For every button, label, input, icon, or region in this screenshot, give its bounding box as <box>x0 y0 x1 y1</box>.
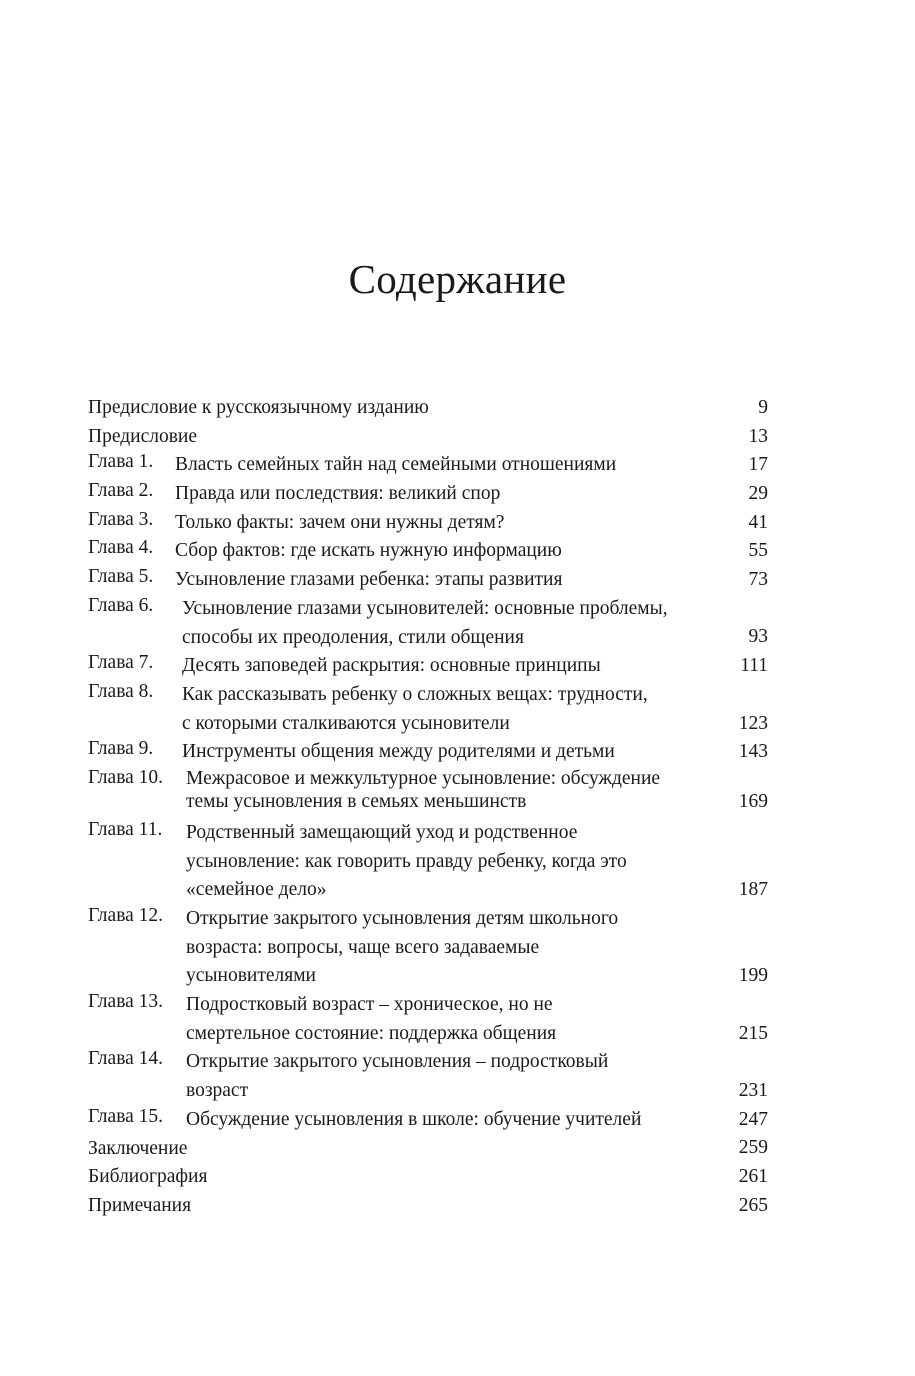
toc-entry[interactable] <box>88 451 768 480</box>
toc-entry[interactable] <box>88 480 768 509</box>
entry-title-line: Открытие закрытого усыновления детям школьного <box>186 908 619 929</box>
page-number: 259 <box>738 1137 768 1159</box>
entry-title-line: Библиография <box>88 1166 208 1188</box>
page-number: 215 <box>738 1022 768 1044</box>
toc-entry[interactable] <box>88 566 768 595</box>
entry-title-line: Инструменты общения между родителями и детьми <box>182 741 615 763</box>
page-number: 143 <box>738 741 768 763</box>
entry-title-line: Усыновление глазами усыновителей: основные проблемы, <box>182 597 668 619</box>
page-number: 247 <box>738 1108 768 1130</box>
page-number: 261 <box>738 1166 768 1188</box>
chapter-label: Глава 3. <box>88 508 154 530</box>
entry-title-line: с которыми сталкиваются усыновители <box>182 712 510 734</box>
chapter-label: Глава 14. <box>88 1048 164 1070</box>
toc-entry[interactable] <box>88 991 768 1048</box>
page-number: 199 <box>738 965 768 987</box>
chapter-label: Глава 13. <box>88 991 164 1013</box>
entry-title-line: Только факты: зачем они нужны детям? <box>175 511 505 533</box>
entry-title-line: Заключение <box>88 1137 188 1159</box>
toc-entry[interactable] <box>88 1135 768 1164</box>
page-number: 17 <box>748 454 768 476</box>
page-number: 41 <box>748 511 768 533</box>
entry-title-line: Предисловие к русскоязычному изданию <box>88 397 429 418</box>
entry-title-line: Подростковый возраст – хроническое, но не <box>186 994 553 1016</box>
toc-entry[interactable] <box>88 394 768 423</box>
page-number: 13 <box>748 425 768 447</box>
page-number: 231 <box>738 1080 768 1102</box>
toc-entry[interactable] <box>88 1163 768 1192</box>
toc-entry[interactable] <box>88 652 768 681</box>
chapter-label: Глава 4. <box>88 537 154 559</box>
page-number: 265 <box>738 1194 768 1216</box>
entry-title-line: Сбор фактов: где искать нужную информацию <box>175 540 562 562</box>
entry-title-line: Как рассказывать ребенку о сложных вещах: трудности, <box>182 683 648 705</box>
chapter-label: Глава 15. <box>88 1105 164 1127</box>
toc-entry[interactable] <box>88 595 768 652</box>
toc-entry[interactable] <box>88 905 768 991</box>
page-title: Содержание <box>348 256 567 302</box>
chapter-label: Глава 6. <box>88 594 154 616</box>
chapter-label: Глава 5. <box>88 566 154 588</box>
entry-title-line: возраст <box>186 1080 249 1102</box>
entry-title-line: Усыновление глазами ребенка: этапы развития <box>175 569 563 591</box>
entry-title-line: Десять заповедей раскрытия: основные принципы <box>182 655 601 677</box>
entry-title-line: Родственный замещающий уход и родственное <box>186 821 578 843</box>
entry-title-line: Власть семейных тайн над семейными отношениями <box>175 454 617 476</box>
page-number: 29 <box>748 483 768 505</box>
entry-title-line: Предисловие <box>88 425 198 447</box>
entry-title-line: смертельное состояние: поддержка общения <box>186 1022 557 1044</box>
entry-title-line: «семейное дело» <box>186 879 327 901</box>
chapter-label: Глава 9. <box>88 738 154 760</box>
entry-title-line: Примечания <box>88 1194 192 1216</box>
toc-entry[interactable] <box>88 738 768 767</box>
entry-title-line: усыновителями <box>186 965 316 987</box>
toc-entry[interactable] <box>88 537 768 566</box>
page-number: 55 <box>748 540 768 562</box>
chapter-label: Глава 2. <box>88 480 154 502</box>
entry-title-line: способы их преодоления, стили общения <box>182 626 524 648</box>
entry-title-line: усыновление: как говорить правду ребенку, когда это <box>186 850 627 872</box>
page-number: 187 <box>738 879 768 901</box>
page-number: 9 <box>758 396 768 418</box>
page-number: 111 <box>740 655 768 677</box>
entry-title-line: Межрасовое и межкультурное усыновление: обсуждение <box>186 767 661 789</box>
page-number: 73 <box>748 569 768 591</box>
entry-title-line: возраста: вопросы, чаще всего задаваемые <box>186 936 540 958</box>
toc-entry[interactable] <box>88 423 768 452</box>
toc-entry[interactable] <box>88 1048 768 1105</box>
page-number: 93 <box>748 626 768 648</box>
entry-title-line: Обсуждение усыновления в школе: обучение учителей <box>186 1108 642 1130</box>
toc-entry[interactable] <box>88 1106 768 1135</box>
chapter-label: Глава 12. <box>88 905 164 926</box>
chapter-label: Глава 1. <box>88 451 154 473</box>
chapter-label: Глава 7. <box>88 652 154 674</box>
entry-title-line: Открытие закрытого усыновления – подростковый <box>186 1051 609 1073</box>
entry-title-line: Правда или последствия: великий спор <box>175 483 501 505</box>
table-of-contents <box>88 394 768 1221</box>
chapter-label: Глава 10. <box>88 766 164 788</box>
chapter-label: Глава 8. <box>88 680 154 702</box>
toc-entry[interactable] <box>88 819 768 905</box>
toc-entry[interactable] <box>88 509 768 538</box>
toc-entry[interactable] <box>88 681 768 738</box>
toc-entry[interactable] <box>88 767 768 814</box>
entry-title-line: темы усыновления в семьях меньшинств <box>186 791 527 813</box>
chapter-label: Глава 11. <box>88 818 163 840</box>
page-number: 123 <box>738 712 768 734</box>
page-number: 169 <box>738 791 768 813</box>
toc-entry[interactable] <box>88 1192 768 1221</box>
